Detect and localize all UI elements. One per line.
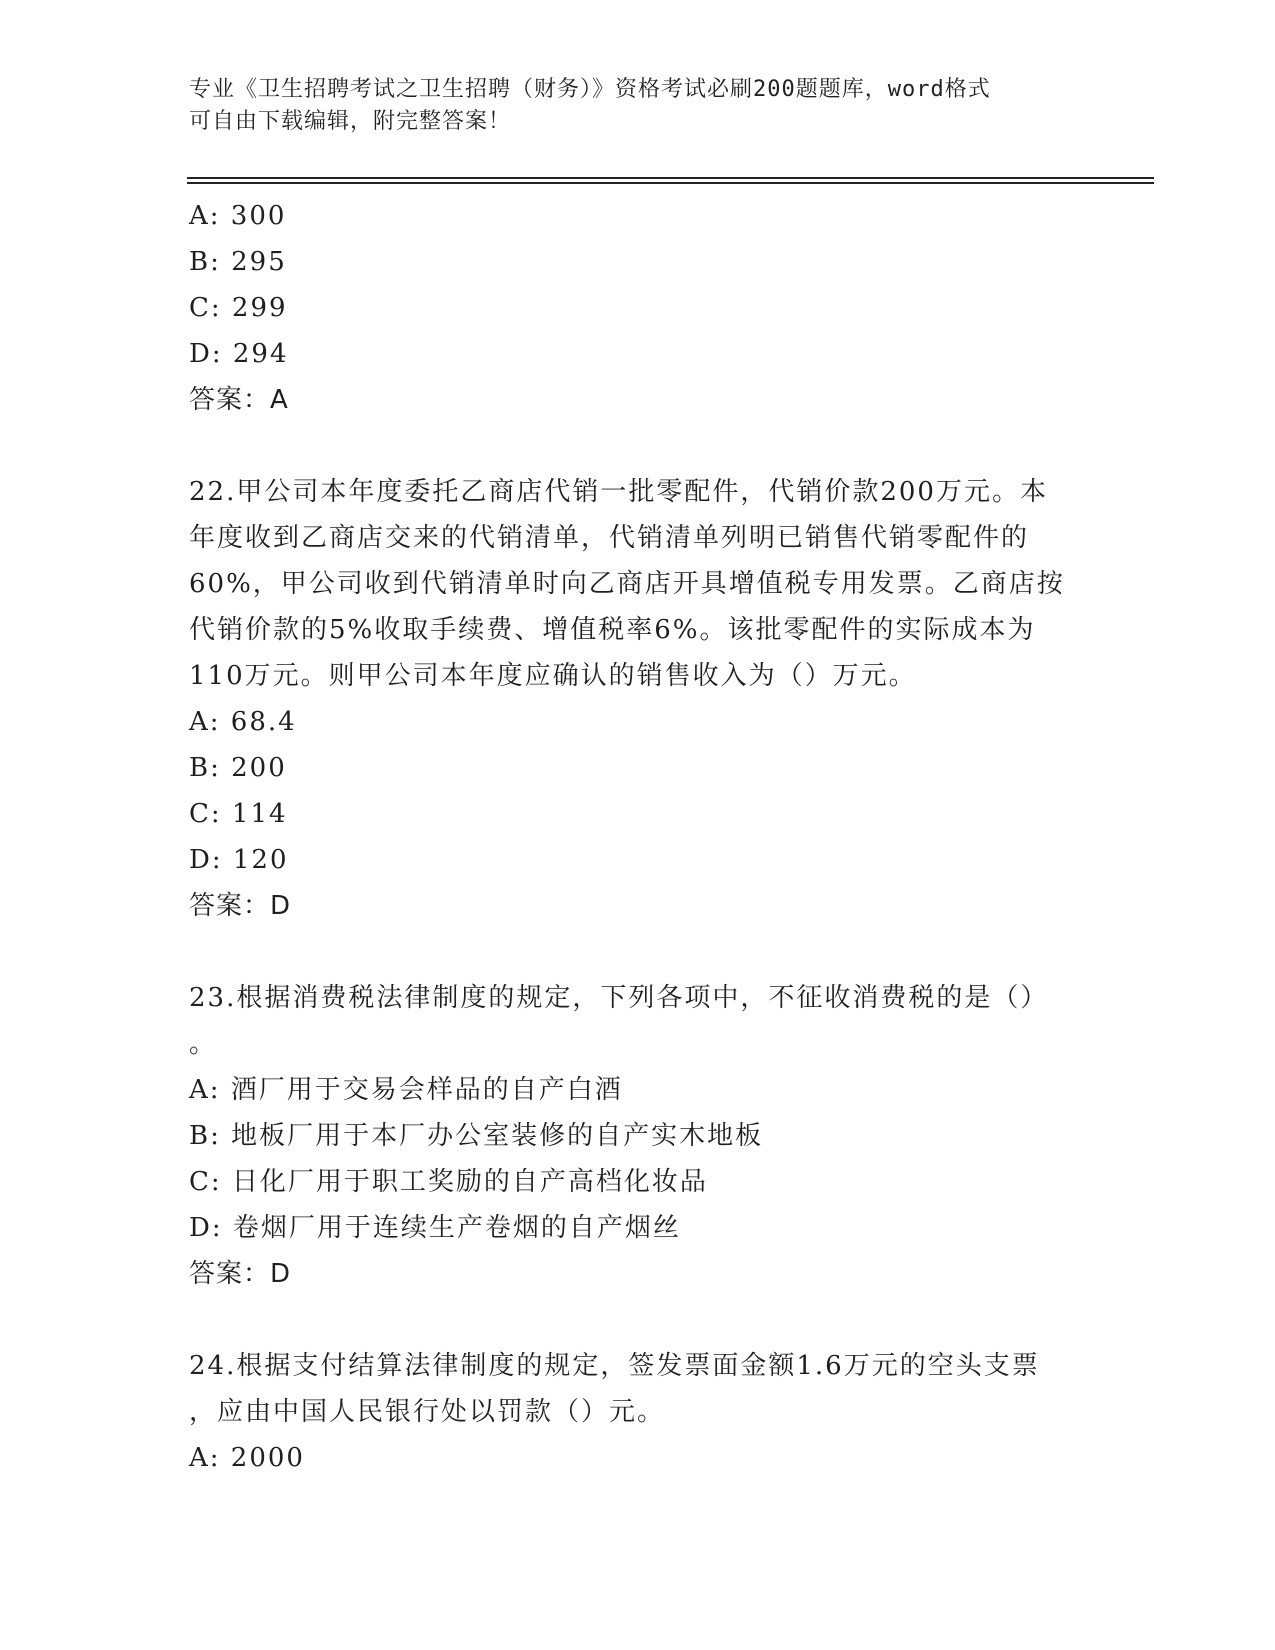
spacer [189,423,1089,469]
header-line-2: 可自由下载编辑，附完整答案！ [189,109,512,134]
question-21 [189,193,1089,423]
option-b: B: 200 [189,753,287,783]
answer-line: 答案：A [189,385,289,415]
question-stem-line: 24.根据支付结算法律制度的规定，签发票面金额1.6万元的空头支票 [189,1351,1040,1381]
header-divider-top [187,177,1154,179]
option-b: B: 地板厂用于本厂办公室装修的自产实木地板 [189,1121,764,1151]
question-stem-line: 22.甲公司本年度委托乙商店代销一批零配件，代销价款200万元。本 [189,477,1048,507]
option-a: A: 酒厂用于交易会样品的自产白酒 [189,1075,623,1105]
document-body [189,193,1089,1481]
option-a: A: 68.4 [189,707,297,737]
option-a: A: 2000 [189,1443,305,1473]
question-stem-line: 。 [189,1029,218,1059]
option-c: C: 114 [189,799,288,829]
answer-line: 答案：D [189,891,292,921]
question-stem-line: 110万元。则甲公司本年度应确认的销售收入为（）万元。 [189,661,917,691]
option-d: D: 294 [189,339,289,369]
question-22 [189,469,1089,929]
question-23 [189,975,1089,1297]
option-c: C: 日化厂用于职工奖励的自产高档化妆品 [189,1167,708,1197]
answer-line: 答案：D [189,1259,292,1289]
option-c: C: 299 [189,293,288,323]
question-stem-line: ，应由中国人民银行处以罚款（）元。 [189,1397,666,1427]
header-divider-bottom [187,182,1154,184]
document-header [189,74,1069,138]
spacer [189,929,1089,975]
option-d: D: 卷烟厂用于连续生产卷烟的自产烟丝 [189,1213,681,1243]
question-stem-line: 年度收到乙商店交来的代销清单，代销清单列明已销售代销零配件的 [189,523,1030,553]
option-b: B: 295 [189,247,287,277]
option-d: D: 120 [189,845,289,875]
question-stem-line: 60%，甲公司收到代销清单时向乙商店开具增值税专用发票。乙商店按 [189,569,1065,599]
question-24 [189,1343,1089,1481]
option-a: A: 300 [189,201,287,231]
header-line-1: 专业《卫生招聘考试之卫生招聘（财务）》资格考试必刷200题题库，word格式 [189,77,991,102]
question-stem-line: 23.根据消费税法律制度的规定，下列各项中，不征收消费税的是（） [189,983,1049,1013]
question-stem-line: 代销价款的5%收取手续费、增值税率6%。该批零配件的实际成本为 [189,615,1036,645]
spacer [189,1297,1089,1343]
